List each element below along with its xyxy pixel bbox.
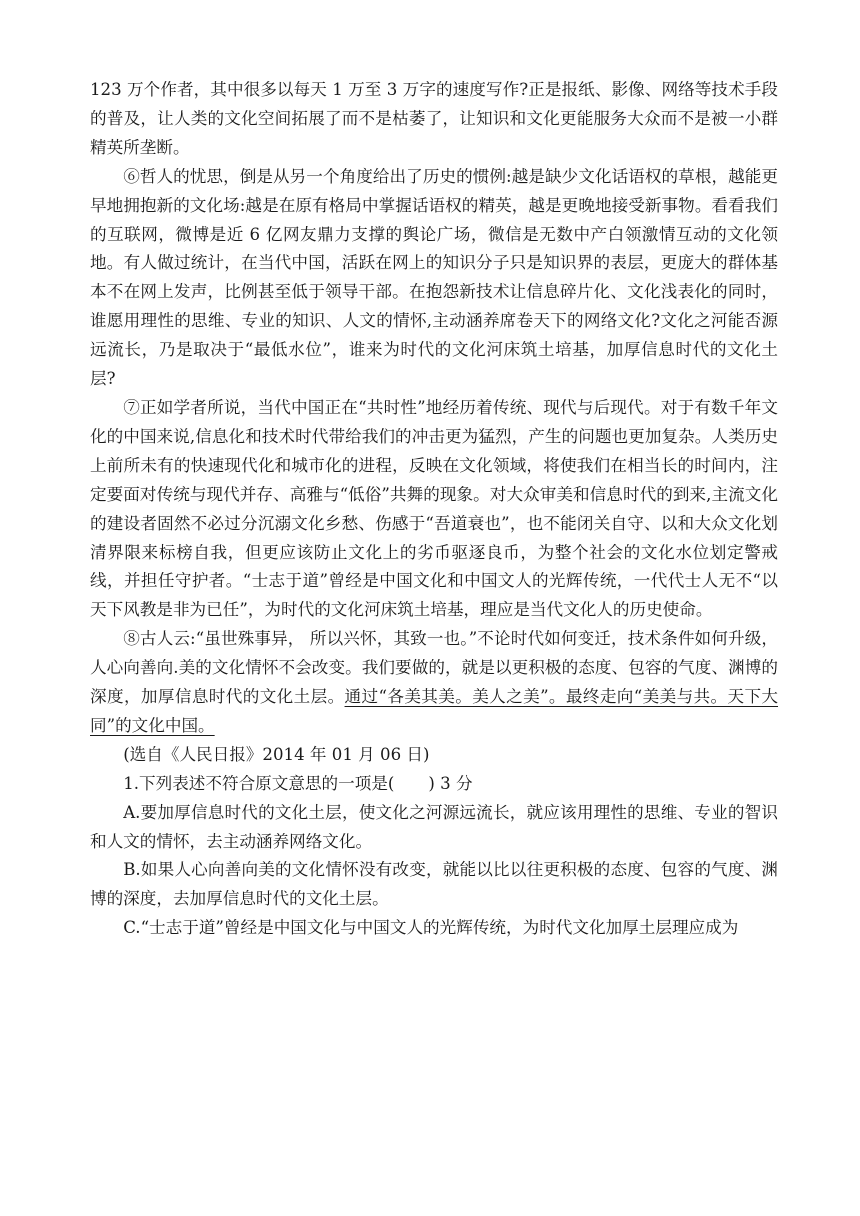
option-c: C.“士志于道”曾经是中国文化与中国文人的光辉传统，为时代文化加厚土层理应成为: [123, 918, 739, 938]
question-stem-text: 1.下列表述不符合原文意思的一项是(: [123, 773, 395, 793]
option-b: B.如果人心向善向美的文化情怀没有改变，就能以比以往更积极的态度、包容的气度、渊博的深度，去加厚信息时代的文化土层。: [90, 860, 778, 909]
paragraph-continued: 123 万个作者，其中很多以每天 1 万至 3 万字的速度写作?正是报纸、影像、网络等技术手段的普及，让人类的文化空间拓展了而不是枯萎了，让知识和文化更能服务大众而不是被一小群精英所垄断。: [90, 80, 778, 157]
question-1-stem: [90, 770, 778, 799]
paragraph-7: ⑦正如学者所说，当代中国正在“共时性”地经历着传统、现代与后现代。对于有数千年文化的中国来说,信息化和技术时代带给我们的冲击更为猛烈，产生的问题也更加复杂。人类历史上前所未有的快速现代化和城市化的进程，反映在文化领域，将使我们在相当长的时间内，注定要面对传统与现代并存、高雅与“低俗”共舞的现象。对大众审美和信息时代的到来,主流文化的建设者固然不必过分沉溺文化乡愁、伤感于“吾道衰也”，也不能闭关自守、以和大众文化划清界限来标榜自我，但更应该防止文化上的劣币驱逐良币，为整个社会的文化水位划定警戒线，并担任守护者。“士志于道”曾经是中国文化和中国文人的光辉传统，一代代士人无不“以天下风教是非为已任”，为时代的文化河床筑土培基，理应是当代文化人的历史使命。: [90, 397, 778, 620]
article-body: [90, 76, 778, 943]
paragraph-8: [90, 625, 778, 741]
option-a: A.要加厚信息时代的文化土层，使文化之河源远流长，就应该用理性的思维、专业的智识和人文的情怀，去主动涵养网络文化。: [90, 802, 778, 851]
paragraph-8-text: ⑧古人云:“虽世殊事异， 所以兴怀，其致一也。”不论时代如何变迁，技术条件如何升级，人心向善向.美的文化情怀不会改变。我们要做的，就是以更积极的态度、包容的气度、渊博的深度，加厚信息时代的文化土层。: [90, 629, 778, 707]
question-score: ) 3 分: [428, 773, 473, 793]
paragraph-6: ⑥哲人的忧思，倒是从另一个角度给出了历史的惯例:越是缺少文化话语权的草根，越能更早地拥抱新的文化场:越是在原有格局中掌握话语权的精英，越是更晚地接受新事物。看看我们的互联网，微博是近 6 亿网友鼎力支撑的舆论广场，微信是无数中产白领激情互动的文化领地。有人做过统计，在当代中国，活跃在网上的知识分子只是知识界的表层，更庞大的群体基本不在网上发声，比例甚至低于领导干部。在抱怨新技术让信息碎片化、文化浅表化的同时，谁愿用理性的思维、专业的知识、人文的情怀,主动涵养席卷天下的网络文化?文化之河能否源远流长，乃是取决于“最低水位”，谁来为时代的文化河床筑土培基，加厚信息时代的文化土层?: [90, 166, 778, 389]
source-citation: (选自《人民日报》2014 年 01 月 06 日): [123, 744, 430, 764]
paragraph-8-underlined: 通过“各美其美。美人之美”。最终走向“美美与共。天下大同”的文化中国。: [90, 687, 779, 735]
